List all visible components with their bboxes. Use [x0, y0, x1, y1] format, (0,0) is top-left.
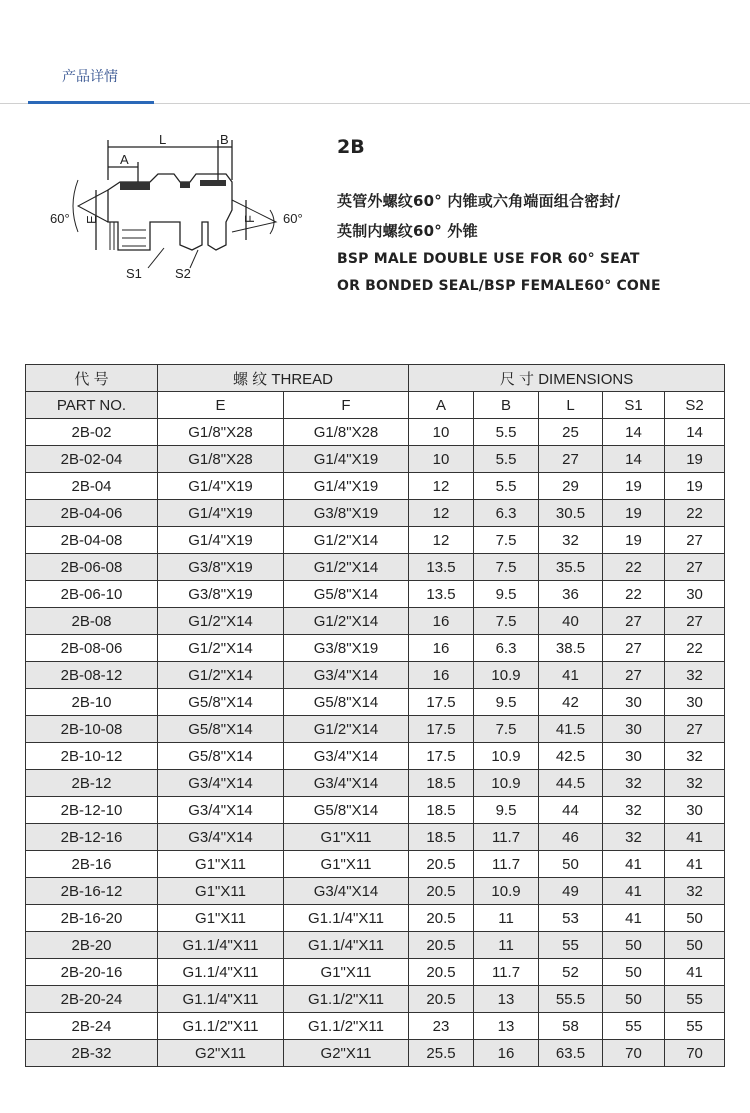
- cell-a: 10: [409, 419, 474, 446]
- cell-l: 53: [539, 905, 603, 932]
- cell-e: G1/4"X19: [158, 500, 284, 527]
- table-row: [26, 635, 725, 662]
- cell-s1: 22: [603, 554, 665, 581]
- cell-l: 63.5: [539, 1040, 603, 1067]
- dim-label-S1: S1: [126, 266, 142, 281]
- cell-b: 9.5: [474, 797, 539, 824]
- cell-l: 36: [539, 581, 603, 608]
- cell-part-no: 2B-16: [26, 851, 158, 878]
- cell-b: 10.9: [474, 770, 539, 797]
- cell-l: 44.5: [539, 770, 603, 797]
- cell-s2: 27: [665, 527, 725, 554]
- table-row: [26, 932, 725, 959]
- cell-b: 10.9: [474, 743, 539, 770]
- cell-e: G3/8"X19: [158, 554, 284, 581]
- column-header-B: B: [474, 392, 539, 419]
- cell-s2: 70: [665, 1040, 725, 1067]
- table-row: [26, 770, 725, 797]
- cell-l: 49: [539, 878, 603, 905]
- angle-label-right: 60°: [283, 211, 303, 226]
- cell-part-no: 2B-16-12: [26, 878, 158, 905]
- spec-table: [25, 364, 725, 1067]
- header-code-zh: 代 号: [26, 365, 158, 392]
- table-row: [26, 662, 725, 689]
- header-part-no: PART NO.: [26, 392, 158, 419]
- cell-part-no: 2B-12-16: [26, 824, 158, 851]
- table-row: [26, 797, 725, 824]
- cell-s1: 22: [603, 581, 665, 608]
- cell-s1: 19: [603, 500, 665, 527]
- cell-s2: 30: [665, 581, 725, 608]
- table-row: [26, 824, 725, 851]
- cell-part-no: 2B-10: [26, 689, 158, 716]
- cell-e: G5/8"X14: [158, 743, 284, 770]
- cell-s1: 27: [603, 608, 665, 635]
- cell-s2: 32: [665, 878, 725, 905]
- cell-part-no: 2B-08-12: [26, 662, 158, 689]
- cell-l: 58: [539, 1013, 603, 1040]
- cell-b: 7.5: [474, 554, 539, 581]
- cell-part-no: 2B-02: [26, 419, 158, 446]
- description-zh-line2: 英制内螺纹60° 外锥: [337, 222, 478, 240]
- table-row: [26, 878, 725, 905]
- product-code: 2B: [337, 136, 365, 158]
- cell-s2: 41: [665, 851, 725, 878]
- cell-l: 44: [539, 797, 603, 824]
- spec-table-body: [26, 419, 725, 1067]
- cell-f: G1.1/2"X11: [284, 986, 409, 1013]
- table-row: [26, 905, 725, 932]
- cell-e: G1.1/4"X11: [158, 986, 284, 1013]
- cell-l: 25: [539, 419, 603, 446]
- cell-part-no: 2B-06-10: [26, 581, 158, 608]
- cell-part-no: 2B-20-24: [26, 986, 158, 1013]
- table-row: [26, 959, 725, 986]
- cell-s2: 19: [665, 473, 725, 500]
- cell-part-no: 2B-10-08: [26, 716, 158, 743]
- cell-a: 20.5: [409, 905, 474, 932]
- cell-b: 5.5: [474, 446, 539, 473]
- tab-active-indicator: [28, 101, 154, 104]
- cell-a: 25.5: [409, 1040, 474, 1067]
- cell-s1: 19: [603, 527, 665, 554]
- cell-l: 40: [539, 608, 603, 635]
- cell-s1: 32: [603, 797, 665, 824]
- cell-l: 30.5: [539, 500, 603, 527]
- cell-s1: 30: [603, 743, 665, 770]
- cell-a: 16: [409, 608, 474, 635]
- cell-f: G1/4"X19: [284, 473, 409, 500]
- cell-s1: 32: [603, 770, 665, 797]
- cell-s1: 30: [603, 689, 665, 716]
- cell-s2: 27: [665, 608, 725, 635]
- cell-part-no: 2B-20: [26, 932, 158, 959]
- cell-s2: 22: [665, 635, 725, 662]
- cell-a: 12: [409, 527, 474, 554]
- cell-part-no: 2B-04-08: [26, 527, 158, 554]
- cell-b: 16: [474, 1040, 539, 1067]
- cell-part-no: 2B-12: [26, 770, 158, 797]
- cell-l: 46: [539, 824, 603, 851]
- cell-a: 16: [409, 635, 474, 662]
- cell-f: G1/2"X14: [284, 608, 409, 635]
- cell-e: G1/4"X19: [158, 473, 284, 500]
- cell-a: 18.5: [409, 797, 474, 824]
- cell-e: G3/8"X19: [158, 581, 284, 608]
- cell-f: G1"X11: [284, 851, 409, 878]
- table-row: [26, 527, 725, 554]
- cell-l: 29: [539, 473, 603, 500]
- dim-label-B: B: [220, 132, 229, 147]
- cell-s1: 27: [603, 635, 665, 662]
- cell-l: 32: [539, 527, 603, 554]
- column-header-S1: S1: [603, 392, 665, 419]
- cell-s2: 19: [665, 446, 725, 473]
- cell-f: G1"X11: [284, 824, 409, 851]
- cell-f: G1/8"X28: [284, 419, 409, 446]
- cell-a: 17.5: [409, 689, 474, 716]
- cell-l: 55: [539, 932, 603, 959]
- cell-s2: 32: [665, 743, 725, 770]
- cell-f: G3/4"X14: [284, 662, 409, 689]
- cell-f: G3/4"X14: [284, 770, 409, 797]
- cell-b: 9.5: [474, 581, 539, 608]
- cell-part-no: 2B-32: [26, 1040, 158, 1067]
- table-row: [26, 608, 725, 635]
- cell-a: 18.5: [409, 824, 474, 851]
- cell-s2: 41: [665, 959, 725, 986]
- cell-l: 42: [539, 689, 603, 716]
- table-row: [26, 446, 725, 473]
- column-header-S2: S2: [665, 392, 725, 419]
- cell-e: G1"X11: [158, 905, 284, 932]
- cell-b: 13: [474, 1013, 539, 1040]
- table-row: [26, 689, 725, 716]
- cell-a: 17.5: [409, 743, 474, 770]
- header-dimensions: 尺 寸 DIMENSIONS: [409, 365, 725, 392]
- cell-s2: 50: [665, 932, 725, 959]
- cell-a: 20.5: [409, 959, 474, 986]
- cell-b: 10.9: [474, 662, 539, 689]
- cell-s1: 50: [603, 932, 665, 959]
- cell-a: 12: [409, 500, 474, 527]
- cell-part-no: 2B-24: [26, 1013, 158, 1040]
- cell-b: 5.5: [474, 473, 539, 500]
- cell-e: G1/8"X28: [158, 419, 284, 446]
- cell-s1: 30: [603, 716, 665, 743]
- cell-part-no: 2B-08-06: [26, 635, 158, 662]
- cell-b: 6.3: [474, 635, 539, 662]
- cell-f: G1/2"X14: [284, 716, 409, 743]
- cell-f: G1.1/4"X11: [284, 905, 409, 932]
- table-row: [26, 1040, 725, 1067]
- cell-a: 20.5: [409, 878, 474, 905]
- cell-f: G1/2"X14: [284, 527, 409, 554]
- table-row: [26, 473, 725, 500]
- cell-l: 42.5: [539, 743, 603, 770]
- cell-a: 10: [409, 446, 474, 473]
- cell-s2: 22: [665, 500, 725, 527]
- column-header-L: L: [539, 392, 603, 419]
- cell-f: G1/4"X19: [284, 446, 409, 473]
- cell-e: G1/4"X19: [158, 527, 284, 554]
- dim-label-F: F: [242, 215, 257, 223]
- cell-part-no: 2B-02-04: [26, 446, 158, 473]
- cell-e: G1/8"X28: [158, 446, 284, 473]
- dim-label-E: E: [84, 215, 99, 224]
- description-zh-line1: 英管外螺纹60° 内锥或六角端面组合密封/: [337, 192, 621, 210]
- cell-b: 13: [474, 986, 539, 1013]
- tab-bar: [0, 0, 750, 106]
- fitting-diagram: [40, 130, 320, 290]
- tab-product-details[interactable]: 产品详情: [62, 69, 118, 85]
- cell-e: G1/2"X14: [158, 662, 284, 689]
- cell-l: 52: [539, 959, 603, 986]
- cell-f: G3/4"X14: [284, 878, 409, 905]
- cell-b: 11: [474, 932, 539, 959]
- cell-a: 13.5: [409, 554, 474, 581]
- cell-f: G5/8"X14: [284, 797, 409, 824]
- cell-part-no: 2B-04: [26, 473, 158, 500]
- cell-e: G2"X11: [158, 1040, 284, 1067]
- table-row: [26, 716, 725, 743]
- cell-b: 11.7: [474, 824, 539, 851]
- table-row: [26, 554, 725, 581]
- cell-a: 20.5: [409, 986, 474, 1013]
- cell-e: G1/2"X14: [158, 608, 284, 635]
- cell-e: G1.1/4"X11: [158, 959, 284, 986]
- cell-s2: 30: [665, 689, 725, 716]
- cell-part-no: 2B-12-10: [26, 797, 158, 824]
- cell-a: 13.5: [409, 581, 474, 608]
- table-row: [26, 419, 725, 446]
- cell-a: 18.5: [409, 770, 474, 797]
- cell-f: G1/2"X14: [284, 554, 409, 581]
- cell-a: 12: [409, 473, 474, 500]
- cell-b: 11.7: [474, 851, 539, 878]
- cell-s1: 50: [603, 986, 665, 1013]
- header-thread: 螺 纹 THREAD: [158, 365, 409, 392]
- cell-s2: 55: [665, 986, 725, 1013]
- cell-b: 9.5: [474, 689, 539, 716]
- cell-a: 20.5: [409, 932, 474, 959]
- cell-e: G5/8"X14: [158, 716, 284, 743]
- table-row: [26, 851, 725, 878]
- cell-b: 11.7: [474, 959, 539, 986]
- cell-a: 17.5: [409, 716, 474, 743]
- cell-f: G1.1/4"X11: [284, 932, 409, 959]
- cell-e: G3/4"X14: [158, 770, 284, 797]
- cell-s1: 14: [603, 446, 665, 473]
- dim-label-L: L: [159, 132, 167, 147]
- cell-e: G3/4"X14: [158, 824, 284, 851]
- cell-s2: 55: [665, 1013, 725, 1040]
- cell-part-no: 2B-04-06: [26, 500, 158, 527]
- cell-s2: 27: [665, 716, 725, 743]
- dim-label-S2: S2: [175, 266, 191, 281]
- cell-s1: 50: [603, 959, 665, 986]
- cell-e: G3/4"X14: [158, 797, 284, 824]
- table-row: [26, 743, 725, 770]
- cell-f: G3/8"X19: [284, 635, 409, 662]
- cell-s2: 50: [665, 905, 725, 932]
- cell-b: 7.5: [474, 527, 539, 554]
- table-row: [26, 500, 725, 527]
- cell-a: 23: [409, 1013, 474, 1040]
- cell-s2: 30: [665, 797, 725, 824]
- cell-b: 7.5: [474, 608, 539, 635]
- column-header-F: F: [284, 392, 409, 419]
- cell-b: 6.3: [474, 500, 539, 527]
- cell-s1: 32: [603, 824, 665, 851]
- cell-e: G1"X11: [158, 878, 284, 905]
- table-row: [26, 986, 725, 1013]
- cell-b: 11: [474, 905, 539, 932]
- cell-e: G5/8"X14: [158, 689, 284, 716]
- cell-s1: 41: [603, 878, 665, 905]
- cell-s2: 27: [665, 554, 725, 581]
- cell-s1: 41: [603, 905, 665, 932]
- cell-f: G1.1/2"X11: [284, 1013, 409, 1040]
- cell-s1: 55: [603, 1013, 665, 1040]
- cell-part-no: 2B-16-20: [26, 905, 158, 932]
- cell-l: 41: [539, 662, 603, 689]
- cell-e: G1"X11: [158, 851, 284, 878]
- cell-f: G2"X11: [284, 1040, 409, 1067]
- cell-s1: 41: [603, 851, 665, 878]
- cell-l: 55.5: [539, 986, 603, 1013]
- cell-a: 16: [409, 662, 474, 689]
- cell-l: 38.5: [539, 635, 603, 662]
- column-header-A: A: [409, 392, 474, 419]
- cell-s2: 32: [665, 662, 725, 689]
- cell-l: 27: [539, 446, 603, 473]
- cell-f: G5/8"X14: [284, 581, 409, 608]
- cell-f: G5/8"X14: [284, 689, 409, 716]
- cell-s2: 41: [665, 824, 725, 851]
- cell-s1: 14: [603, 419, 665, 446]
- cell-e: G1.1/4"X11: [158, 932, 284, 959]
- cell-s1: 19: [603, 473, 665, 500]
- cell-e: G1.1/2"X11: [158, 1013, 284, 1040]
- column-header-E: E: [158, 392, 284, 419]
- cell-part-no: 2B-08: [26, 608, 158, 635]
- table-row: [26, 1013, 725, 1040]
- cell-s1: 70: [603, 1040, 665, 1067]
- cell-part-no: 2B-20-16: [26, 959, 158, 986]
- cell-b: 5.5: [474, 419, 539, 446]
- cell-part-no: 2B-10-12: [26, 743, 158, 770]
- cell-b: 10.9: [474, 878, 539, 905]
- cell-l: 35.5: [539, 554, 603, 581]
- dim-label-A: A: [120, 152, 129, 167]
- table-row: [26, 581, 725, 608]
- cell-s2: 14: [665, 419, 725, 446]
- angle-label-left: 60°: [50, 211, 70, 226]
- cell-e: G1/2"X14: [158, 635, 284, 662]
- cell-f: G3/4"X14: [284, 743, 409, 770]
- cell-b: 7.5: [474, 716, 539, 743]
- cell-f: G1"X11: [284, 959, 409, 986]
- cell-f: G3/8"X19: [284, 500, 409, 527]
- cell-l: 50: [539, 851, 603, 878]
- cell-s1: 27: [603, 662, 665, 689]
- description-en-line2: OR BONDED SEAL/BSP FEMALE60° CONE: [337, 278, 661, 294]
- description-en-line1: BSP MALE DOUBLE USE FOR 60° SEAT: [337, 251, 640, 267]
- cell-part-no: 2B-06-08: [26, 554, 158, 581]
- cell-a: 20.5: [409, 851, 474, 878]
- cell-l: 41.5: [539, 716, 603, 743]
- cell-s2: 32: [665, 770, 725, 797]
